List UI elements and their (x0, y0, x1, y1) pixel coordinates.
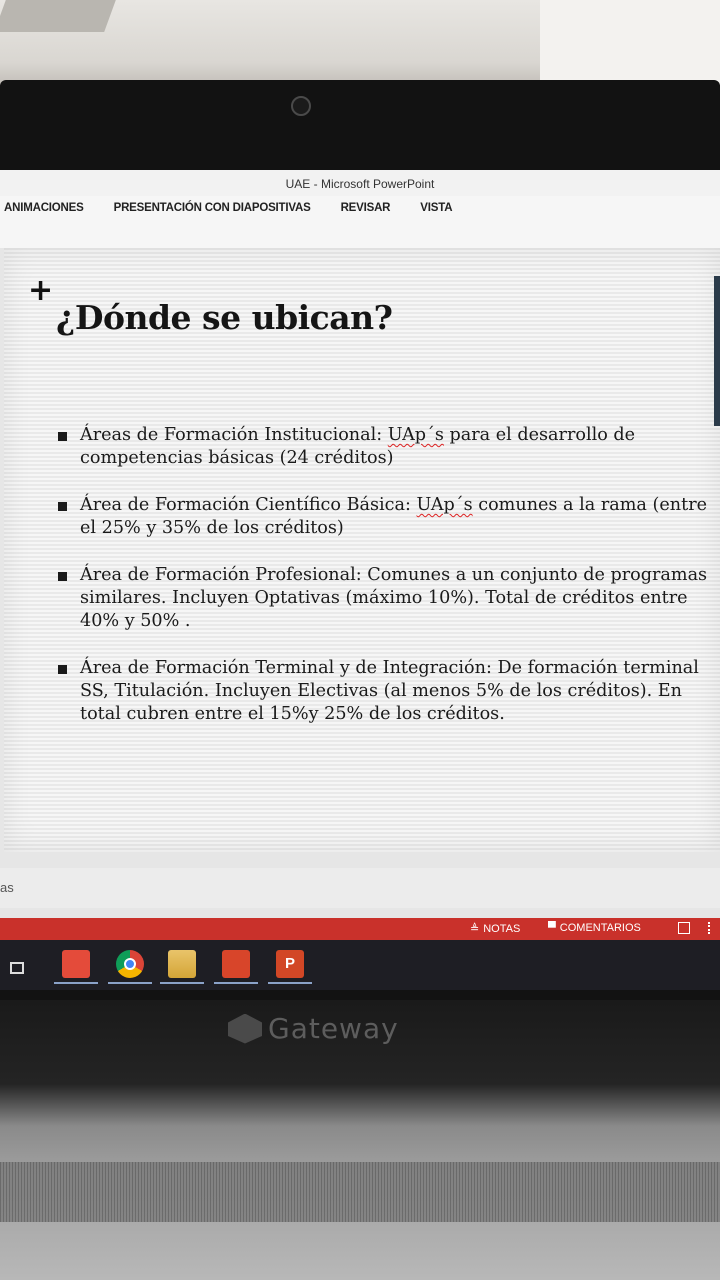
powerpoint-icon[interactable] (276, 950, 304, 978)
file-explorer-icon[interactable] (168, 950, 196, 978)
office-icon[interactable] (222, 950, 250, 978)
laptop-brand (228, 1012, 399, 1045)
notes-text: as (0, 880, 14, 895)
laptop-screen (0, 170, 720, 990)
tab-presentacion[interactable]: PRESENTACIÓN CON DIAPOSITIVAS (113, 202, 311, 214)
brand-name: Gateway (268, 1012, 399, 1045)
bullet-square-icon (58, 572, 67, 581)
tab-vista[interactable]: VISTA (420, 202, 453, 214)
notes-pane[interactable] (0, 868, 720, 908)
bullet-text: Áreas de Formación Institucional: (80, 425, 388, 445)
spell-flagged-word: UAp´s (416, 495, 473, 515)
bullet-list[interactable] (56, 424, 716, 750)
bullet-item[interactable] (56, 494, 716, 540)
comment-icon: ▀ (548, 922, 556, 934)
slide-sorter-icon[interactable] (708, 922, 720, 934)
slide-accent-bar (714, 276, 720, 426)
plus-icon: + (28, 273, 54, 308)
chrome-icon[interactable] (116, 950, 144, 978)
bullet-item[interactable] (56, 424, 716, 470)
bullet-item[interactable] (56, 564, 716, 633)
comments-button[interactable] (548, 922, 641, 934)
ribbon-tabs (4, 202, 482, 214)
webcam-icon (291, 96, 311, 116)
powerpoint-glyph: P (284, 955, 295, 972)
ceiling-light (0, 0, 116, 32)
notes-button[interactable] (470, 922, 520, 935)
slide-workspace (0, 248, 720, 918)
bullet-square-icon (58, 432, 67, 441)
bullet-square-icon (58, 665, 67, 674)
ribbon (0, 196, 720, 249)
ceiling-panel (540, 0, 720, 85)
tab-revisar[interactable]: REVISAR (340, 202, 391, 214)
notes-icon: ≜ (470, 923, 480, 935)
bullet-square-icon (58, 502, 67, 511)
window-title: UAE - Microsoft PowerPoint (285, 177, 435, 191)
tab-animaciones[interactable]: ANIMACIONES (4, 202, 84, 214)
bullet-text: Área de Formación Profesional: Comunes a un conjunto de programas similares. Incluyen Optativas (máximo 10%). Total de créditos entre 40% y 50% . (80, 565, 708, 631)
normal-view-icon[interactable] (678, 922, 690, 934)
spell-flagged-word: UAp´s (387, 425, 444, 445)
gateway-logo-icon (228, 1014, 262, 1044)
windows-taskbar (0, 940, 720, 990)
status-bar (0, 918, 720, 940)
speaker-grille (0, 1162, 720, 1222)
room-ceiling (0, 0, 720, 90)
slide-title[interactable]: ¿Dónde se ubican? (56, 298, 393, 337)
notes-label: NOTAS (483, 922, 521, 935)
comments-label: COMENTARIOS (559, 922, 641, 934)
task-view-icon[interactable] (10, 962, 24, 974)
slide-canvas[interactable] (4, 248, 720, 852)
bullet-text: Área de Formación Terminal y de Integración: De formación terminal SS, Titulación. Incluyen Electivas (al menos 5% de los créditos). En total cubren entre el 15%y 25% de los créditos. (80, 658, 699, 724)
window-titlebar (0, 170, 720, 196)
bullet-item[interactable] (56, 657, 716, 726)
bullet-text: Área de Formación Científico Básica: (80, 495, 417, 515)
store-app-icon[interactable] (62, 950, 90, 978)
bullet-text: para el desarrollo de competencias básicas (24 créditos) (80, 425, 636, 468)
bullet-text: comunes a la rama (entre el 25% y 35% de los créditos) (80, 495, 708, 538)
